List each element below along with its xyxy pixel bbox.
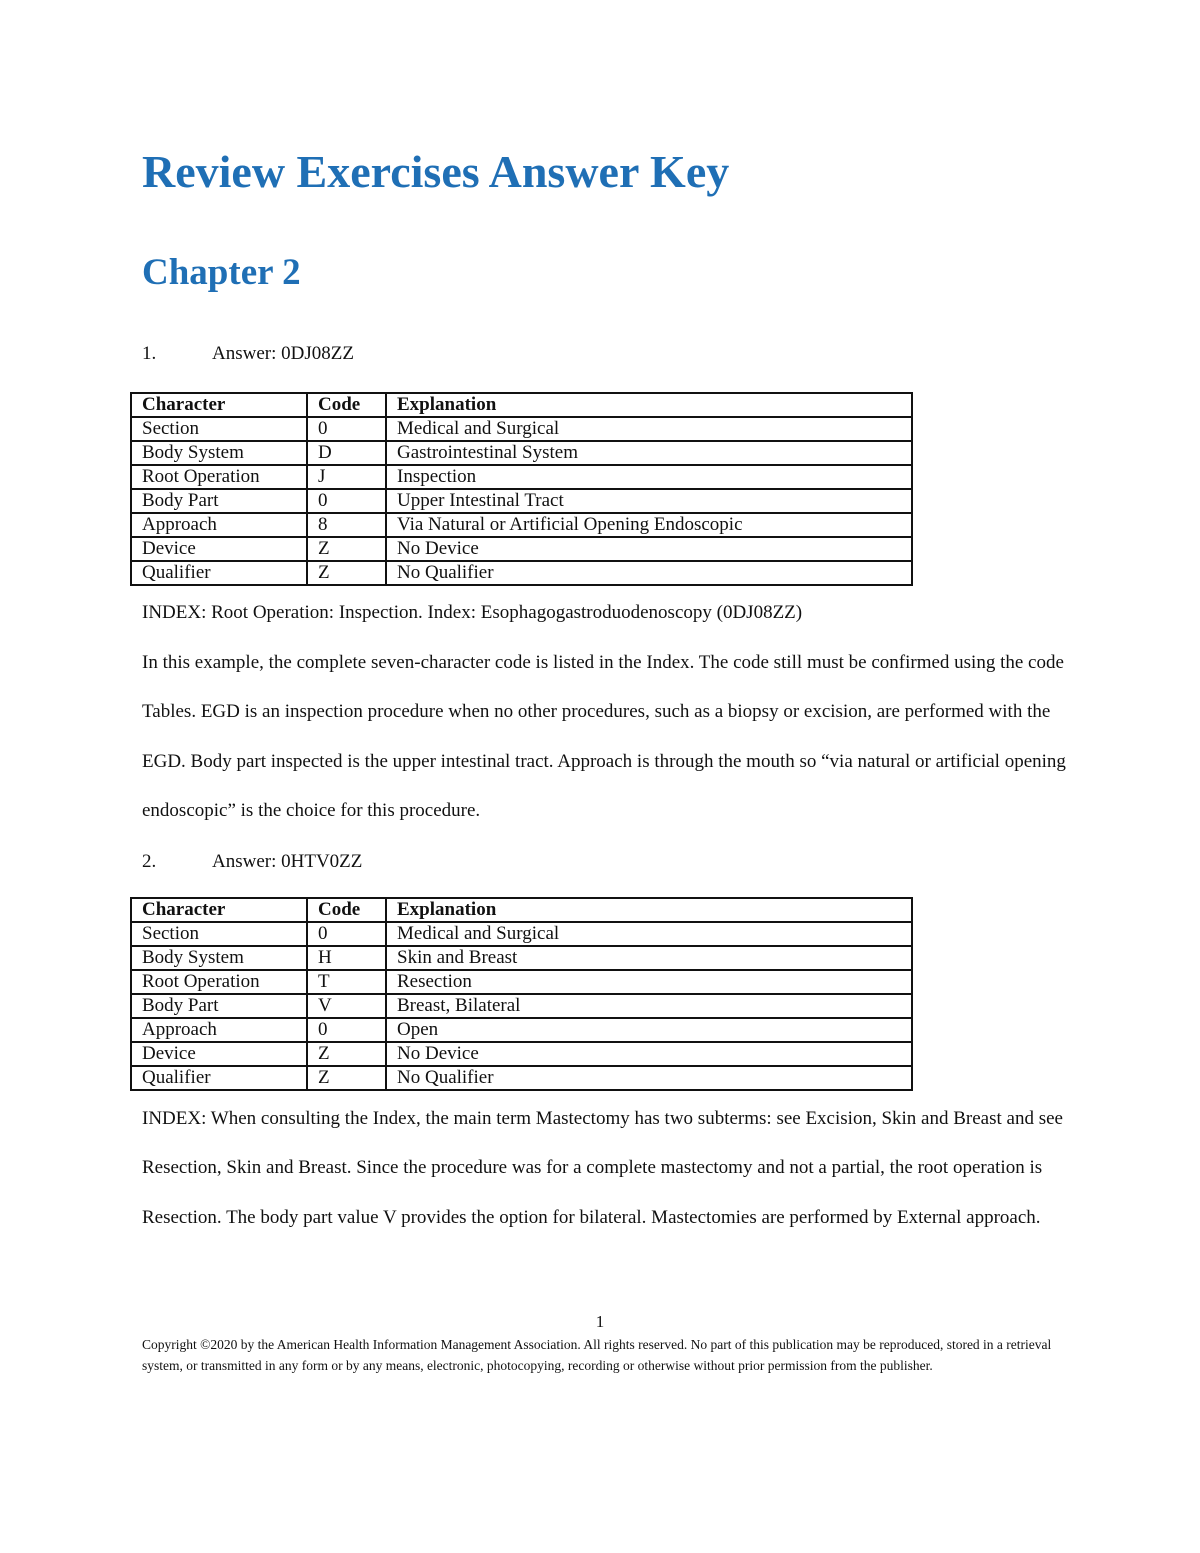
cell-explanation: No Qualifier [386,561,912,585]
document-title: Review Exercises Answer Key [142,146,730,197]
table-row [131,1018,912,1042]
cell-code: D [307,441,386,465]
cell-character: Qualifier [131,561,307,585]
cell-explanation: No Device [386,1042,912,1066]
exercise-1-answer [142,341,354,367]
table-row [131,946,912,970]
cell-code: Z [307,1066,386,1090]
cell-character: Approach [131,1018,307,1042]
cell-explanation: No Qualifier [386,1066,912,1090]
exercise-2-answer [142,849,362,875]
header-character: Character [131,898,307,922]
cell-explanation: Upper Intestinal Tract [386,489,912,513]
header-character: Character [131,393,307,417]
table-header-row [131,393,912,417]
cell-code: Z [307,537,386,561]
table-row [131,465,912,489]
table-row [131,1042,912,1066]
exercise-1-answer-text: Answer: 0DJ08ZZ [212,343,354,364]
table-row [131,970,912,994]
header-code: Code [307,898,386,922]
page-number: 1 [595,1312,605,1331]
table-row [131,1066,912,1090]
cell-code: 0 [307,417,386,441]
exercise-2-explanation: INDEX: When consulting the Index, the main term Mastectomy has two subterms: see Excision, Skin and Breast and see Resection, Skin and Breast. Since the procedure was for a complete mastectomy and not a partial, the root operation is Resection. The body part value V provides the option for bilateral. Mastectomies are performed by External approach. [142,1108,1063,1228]
exercise-2-answer-text: Answer: 0HTV0ZZ [212,851,363,872]
cell-character: Section [131,417,307,441]
table-row [131,561,912,585]
copyright-notice: Copyright ©2020 by the American Health Information Management Association. All rights reserved. No part of this publication may be reproduced, stored in a retrieval system, or transmitted in any form or by any means, electronic, photocopying, recording or otherwise without prior permission from the publisher. [142,1337,1052,1373]
table-header-row [131,898,912,922]
table-row [131,994,912,1018]
cell-explanation: Open [386,1018,912,1042]
cell-code: 0 [307,489,386,513]
exercise-1-index-line: INDEX: Root Operation: Inspection. Index: Esophagogastroduodenoscopy (0DJ08ZZ) [142,602,803,623]
cell-character: Section [131,922,307,946]
cell-code: 8 [307,513,386,537]
table-row [131,537,912,561]
exercise-1-code-table [130,392,913,586]
header-explanation: Explanation [386,898,912,922]
cell-explanation: Breast, Bilateral [386,994,912,1018]
cell-character: Approach [131,513,307,537]
cell-code: H [307,946,386,970]
cell-code: J [307,465,386,489]
cell-code: V [307,994,386,1018]
cell-character: Body System [131,946,307,970]
cell-explanation: Medical and Surgical [386,417,912,441]
exercise-1-number: 1. [142,343,157,364]
cell-code: Z [307,561,386,585]
cell-character: Body Part [131,994,307,1018]
exercise-1-explanation: In this example, the complete seven-character code is listed in the Index. The code still must be confirmed using the code Tables. EGD is an inspection procedure when no other procedures, such as a biopsy or excision, are performed with the EGD. Body part inspected is the upper intestinal tract. Approach is through the mouth so “via natural or artificial opening endoscopic” is the choice for this procedure. [142,652,1066,822]
exercise-2-code-table [130,897,913,1091]
table-row [131,441,912,465]
table-row [131,513,912,537]
cell-explanation: Medical and Surgical [386,922,912,946]
header-explanation: Explanation [386,393,912,417]
cell-explanation: Resection [386,970,912,994]
cell-explanation: Gastrointestinal System [386,441,912,465]
cell-explanation: Skin and Breast [386,946,912,970]
cell-code: Z [307,1042,386,1066]
cell-character: Root Operation [131,465,307,489]
cell-character: Device [131,1042,307,1066]
table-row [131,922,912,946]
exercise-2-number: 2. [142,851,157,872]
header-code: Code [307,393,386,417]
cell-explanation: Inspection [386,465,912,489]
cell-character: Body Part [131,489,307,513]
cell-character: Device [131,537,307,561]
cell-code: 0 [307,1018,386,1042]
cell-explanation: No Device [386,537,912,561]
chapter-heading: Chapter 2 [142,252,301,293]
cell-character: Body System [131,441,307,465]
cell-explanation: Via Natural or Artificial Opening Endoscopic [386,513,912,537]
cell-character: Root Operation [131,970,307,994]
table-row [131,417,912,441]
cell-code: 0 [307,922,386,946]
table-row [131,489,912,513]
cell-character: Qualifier [131,1066,307,1090]
cell-code: T [307,970,386,994]
